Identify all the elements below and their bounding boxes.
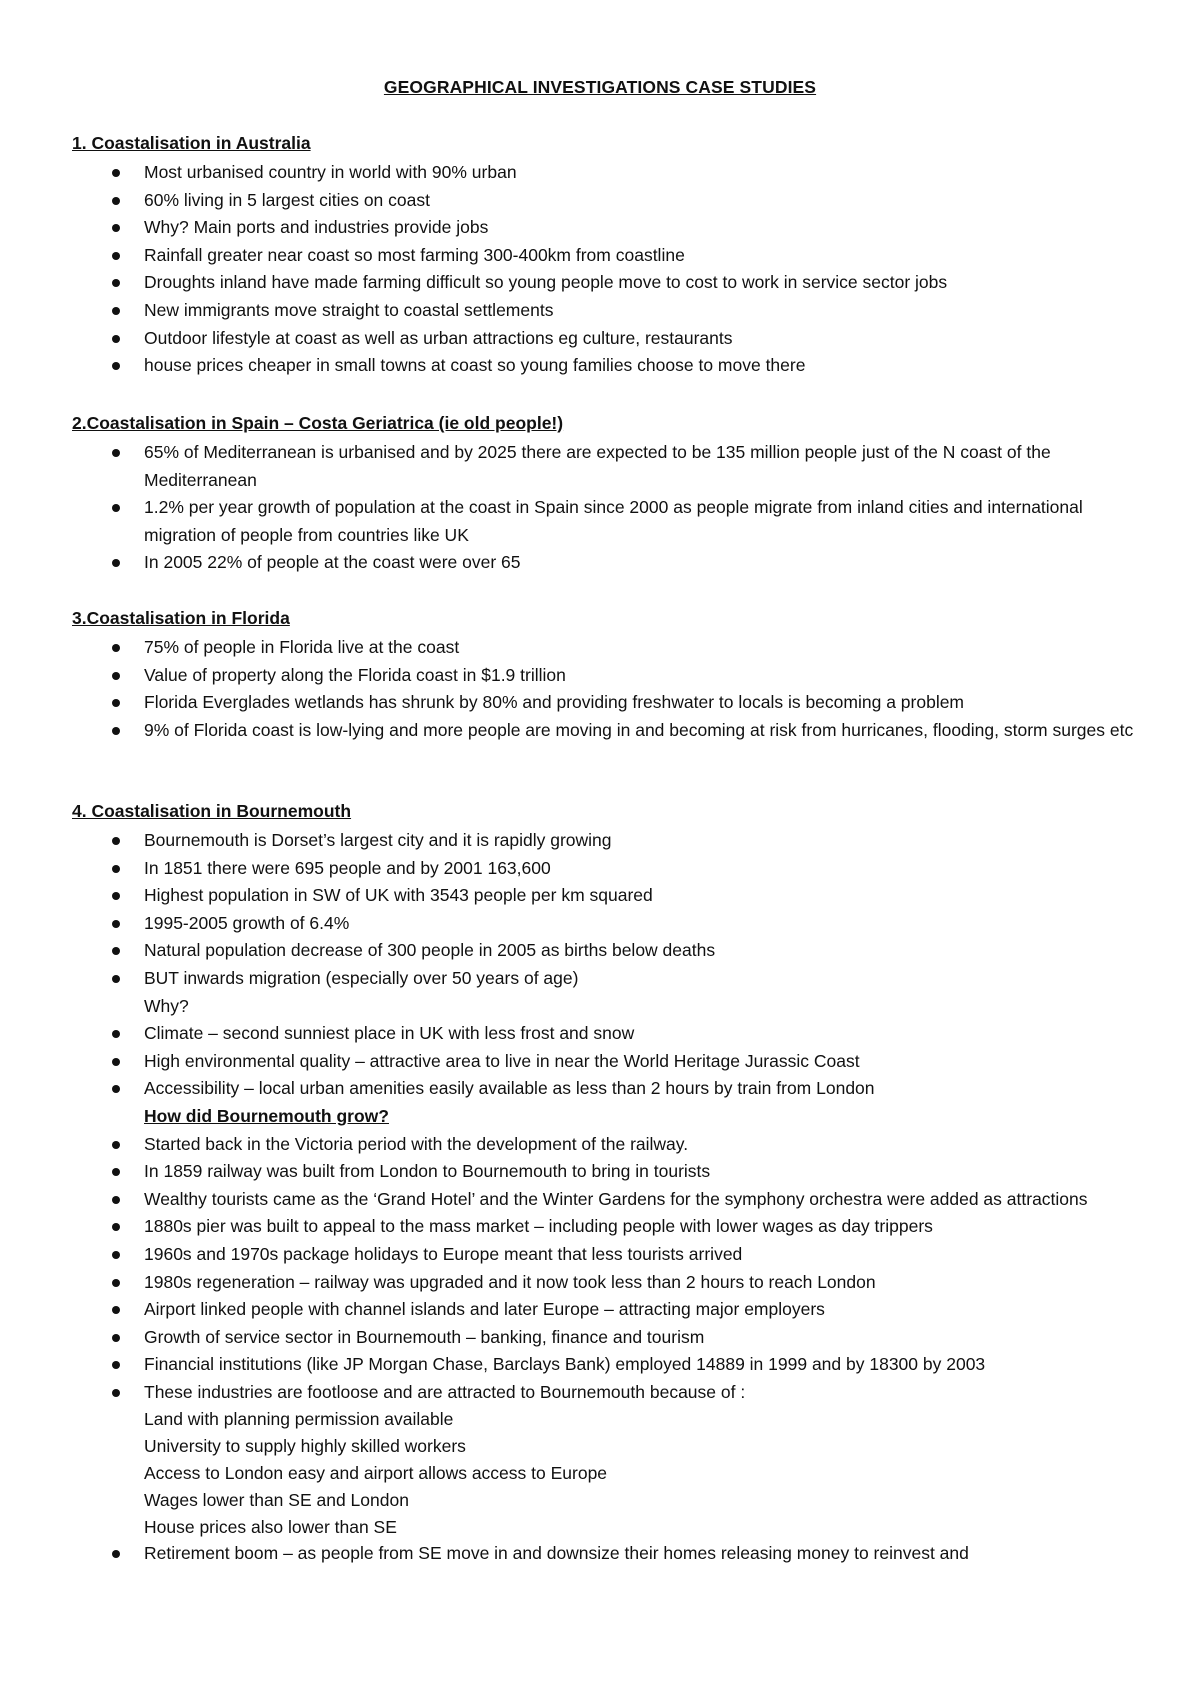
bullet-icon (112, 224, 120, 232)
bullet-icon (112, 837, 120, 845)
bullet-list (72, 827, 1142, 1568)
bullet-icon (112, 727, 120, 735)
bullet-icon (112, 1168, 120, 1176)
bullet-icon (112, 169, 120, 177)
bullet-icon (112, 1389, 120, 1397)
bullet-icon (112, 1030, 120, 1038)
bullet-icon (112, 672, 120, 680)
bullet-list (72, 439, 1142, 577)
list-item: Highest population in SW of UK with 3543 people per km squared (72, 882, 1142, 910)
section-heading: 4. Coastalisation in Bournemouth (72, 801, 352, 821)
list-item: Most urbanised country in world with 90% urban (72, 159, 1142, 187)
list-item: 65% of Mediterranean is urbanised and by 2025 there are expected to be 135 million people just of the N coast of the Mediterranean (72, 439, 1142, 494)
bullet-icon (112, 307, 120, 315)
reason-line: Access to London easy and airport allows access to Europe (144, 1463, 608, 1484)
bullet-icon (112, 197, 120, 205)
bullet-icon (112, 1334, 120, 1342)
bullet-icon (112, 1223, 120, 1231)
list-item: 1980s regeneration – railway was upgraded and it now took less than 2 hours to reach London (72, 1269, 1142, 1297)
reason-line: Land with planning permission available (144, 1409, 454, 1430)
section-florida (72, 606, 1142, 744)
subsection-heading: How did Bournemouth grow? (144, 1105, 389, 1126)
list-item: Natural population decrease of 300 people in 2005 as births below deaths (72, 937, 1142, 965)
list-item: Bournemouth is Dorset’s largest city and it is rapidly growing (72, 827, 1142, 855)
list-item: In 2005 22% of people at the coast were over 65 (72, 549, 1142, 577)
bullet-icon (112, 1279, 120, 1287)
bullet-icon (112, 279, 120, 287)
bullet-icon (112, 559, 120, 567)
reason-line: Wages lower than SE and London (144, 1489, 409, 1510)
list-item: Wealthy tourists came as the ‘Grand Hotel’ and the Winter Gardens for the symphony orchestra were added as attractions (72, 1186, 1142, 1214)
list-item: 75% of people in Florida live at the coast (72, 634, 1142, 662)
list-item: 1.2% per year growth of population at the coast in Spain since 2000 as people migrate from inland cities and international migration of people from countries like UK (72, 494, 1142, 549)
list-item: BUT inwards migration (especially over 50 years of age) Why? (72, 965, 1142, 1020)
bullet-icon (112, 1085, 120, 1093)
list-item: 1960s and 1970s package holidays to Europe meant that less tourists arrived (72, 1241, 1142, 1269)
list-item: Droughts inland have made farming difficult so young people move to cost to work in service sector jobs (72, 269, 1142, 297)
bullet-icon (112, 920, 120, 928)
bullet-icon (112, 865, 120, 873)
bullet-icon (112, 449, 120, 457)
bullet-icon (112, 947, 120, 955)
bullet-list (72, 159, 1142, 380)
list-item: 60% living in 5 largest cities on coast (72, 187, 1142, 215)
bullet-icon (112, 1251, 120, 1259)
document-title: GEOGRAPHICAL INVESTIGATIONS CASE STUDIES (383, 77, 817, 97)
section-spain (72, 411, 1142, 577)
list-item: In 1851 there were 695 people and by 2001 163,600 (72, 855, 1142, 883)
bullet-icon (112, 975, 120, 983)
list-item: In 1859 railway was built from London to Bournemouth to bring in tourists (72, 1158, 1142, 1186)
reason-line: House prices also lower than SE (144, 1516, 397, 1537)
section-australia (72, 131, 1142, 380)
bullet-icon (112, 644, 120, 652)
bullet-icon (112, 1550, 120, 1558)
bullet-icon (112, 362, 120, 370)
list-item: Started back in the Victoria period with the development of the railway. (72, 1131, 1142, 1159)
bullet-list (72, 634, 1142, 744)
bullet-icon (112, 1196, 120, 1204)
list-item: Airport linked people with channel islands and later Europe – attracting major employers (72, 1296, 1142, 1324)
list-item: High environmental quality – attractive area to live in near the World Heritage Jurassic Coast (72, 1048, 1142, 1076)
list-item: Why? Main ports and industries provide jobs (72, 214, 1142, 242)
reason-line: University to supply highly skilled workers (144, 1436, 466, 1457)
why-label: Why? (144, 995, 189, 1016)
bullet-icon (112, 1361, 120, 1369)
bullet-icon (112, 252, 120, 260)
list-item: Climate – second sunniest place in UK with less frost and snow (72, 1020, 1142, 1048)
list-item: Outdoor lifestyle at coast as well as urban attractions eg culture, restaurants (72, 325, 1142, 353)
list-item: Financial institutions (like JP Morgan Chase, Barclays Bank) employed 14889 in 1999 and by 18300 by 2003 (72, 1351, 1142, 1379)
bullet-icon (112, 699, 120, 707)
section-heading: 2.Coastalisation in Spain – Costa Geriatrica (ie old people!) (72, 413, 564, 433)
bullet-icon (112, 1058, 120, 1066)
bullet-icon (112, 892, 120, 900)
list-item: Rainfall greater near coast so most farming 300-400km from coastline (72, 242, 1142, 270)
list-item: 1995-2005 growth of 6.4% (72, 910, 1142, 938)
section-heading: 1. Coastalisation in Australia (72, 133, 311, 153)
list-item: house prices cheaper in small towns at coast so young families choose to move there (72, 352, 1142, 380)
bullet-icon (112, 335, 120, 343)
section-heading: 3.Coastalisation in Florida (72, 608, 290, 628)
list-item: These industries are footloose and are attracted to Bournemouth because of : Land with planning permission available University to supply highly skilled workers Access to London easy and airport allows access to Europe Wages lower than SE and London House prices also lower than SE (72, 1379, 1142, 1541)
list-item: Growth of service sector in Bournemouth – banking, finance and tourism (72, 1324, 1142, 1352)
list-item: Value of property along the Florida coast in $1.9 trillion (72, 662, 1142, 690)
list-item: Accessibility – local urban amenities easily available as less than 2 hours by train from London How did Bournemouth grow? (72, 1075, 1142, 1130)
list-item: Retirement boom – as people from SE move in and downsize their homes releasing money to reinvest and (72, 1540, 1142, 1568)
list-item: New immigrants move straight to coastal settlements (72, 297, 1142, 325)
section-bournemouth (72, 799, 1142, 1568)
bullet-icon (112, 1306, 120, 1314)
list-item: Florida Everglades wetlands has shrunk by 80% and providing freshwater to locals is becoming a problem (72, 689, 1142, 717)
bullet-icon (112, 504, 120, 512)
list-item: 1880s pier was built to appeal to the mass market – including people with lower wages as day trippers (72, 1213, 1142, 1241)
list-item: 9% of Florida coast is low-lying and more people are moving in and becoming at risk from hurricanes, flooding, storm surges etc (72, 717, 1142, 745)
bullet-icon (112, 1141, 120, 1149)
